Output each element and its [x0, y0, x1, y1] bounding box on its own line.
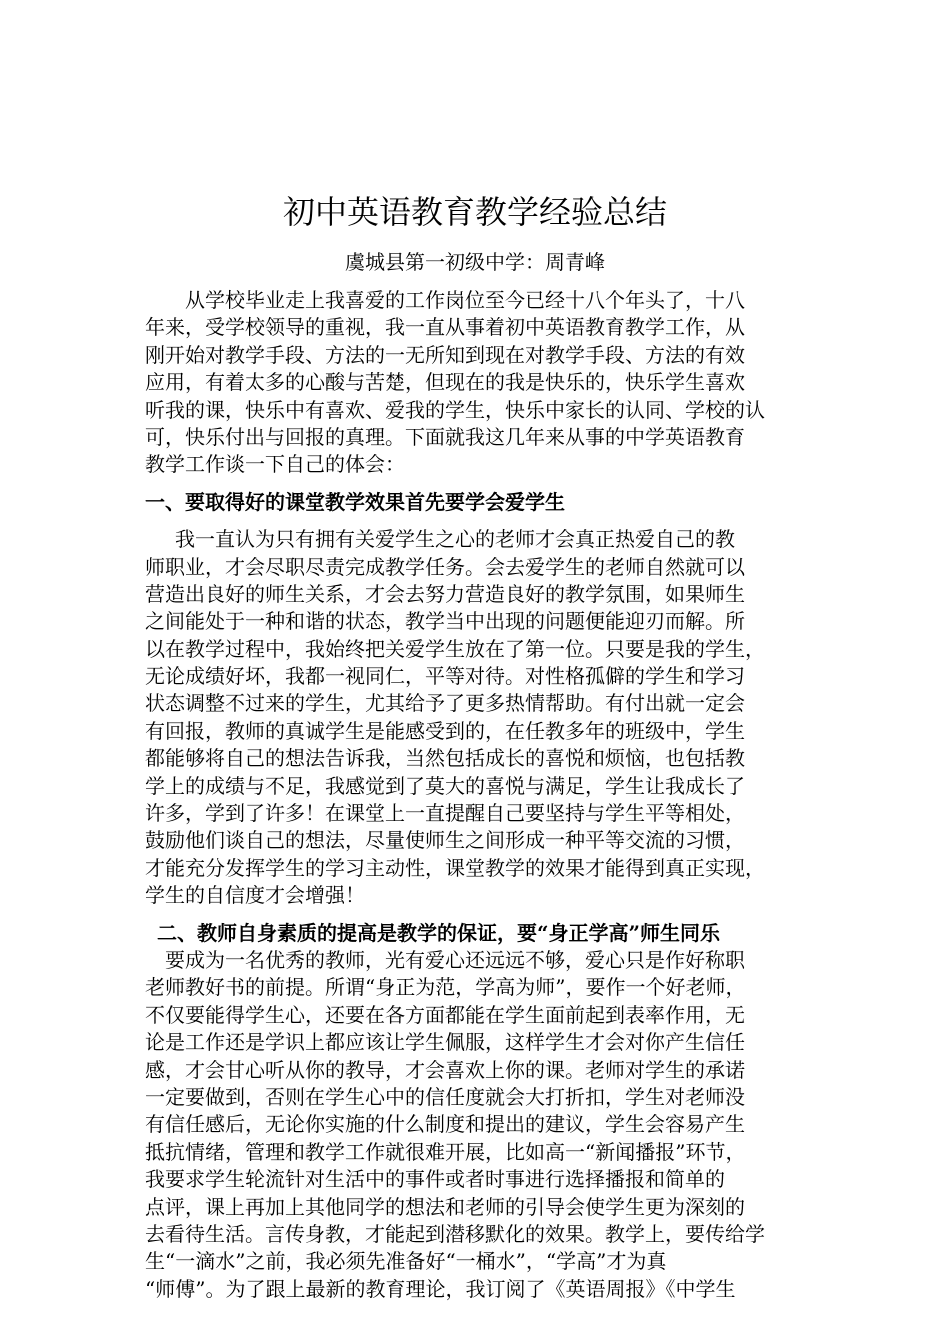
- paragraph-line: 许多，学到了许多！在课堂上一直提醒自己要坚持与学生平等相处，: [145, 801, 745, 826]
- paragraph-line: 刚开始对教学手段、方法的一无所知到现在对教学手段、方法的有效: [145, 342, 745, 367]
- paragraph-line: 可，快乐付出与回报的真理。下面就我这几年来从事的中学英语教育: [145, 424, 745, 449]
- paragraph-line: 有回报，教师的真诚学生是能感受到的，在任教多年的班级中，学生: [145, 718, 745, 743]
- paragraph-line: 论是工作还是学识上都应该让学生佩服，这样学生才会对你产生信任: [145, 1030, 745, 1055]
- paragraph-line: 以在教学过程中，我始终把关爱学生放在了第一位。只要是我的学生，: [145, 636, 765, 661]
- paragraph-line: 老师教好书的前提。所谓“身正为范，学高为师”，要作一个好老师，: [145, 975, 746, 1000]
- paragraph-line: 应用，有着太多的心酸与苦楚，但现在的我是快乐的，快乐学生喜欢: [145, 370, 745, 395]
- paragraph-line: 有信任感后，无论你实施的什么制度和提出的建议，学生会容易产生: [145, 1112, 745, 1137]
- paragraph-line: 无论成绩好坏，我都一视同仁，平等对待。对性格孤僻的学生和学习: [145, 664, 745, 689]
- paragraph-section-1: [145, 526, 817, 909]
- paragraph-line: 学上的成绩与不足，我感觉到了莫大的喜悦与满足，学生让我成长了: [145, 773, 745, 798]
- paragraph-line: 感，才会甘心听从你的教导，才会喜欢上你的课。老师对学生的承诺: [145, 1057, 745, 1082]
- paragraph-line: 都能够将自己的想法告诉我，当然包括成长的喜悦和烦恼，也包括教: [145, 746, 745, 771]
- paragraph-line: 要成为一名优秀的教师，光有爱心还远远不够，爱心只是作好称职: [165, 947, 745, 972]
- paragraph-line: 去看待生活。言传身教，才能起到潜移默化的效果。教学上，要传给学: [145, 1221, 765, 1246]
- paragraph-line: 我一直认为只有拥有关爱学生之心的老师才会真正热爱自己的教: [175, 527, 735, 552]
- paragraph-line: 点评，课上再加上其他同学的想法和老师的引导会使学生更为深刻的: [145, 1194, 745, 1219]
- paragraph-line: 年来，受学校领导的重视，我一直从事着初中英语教育教学工作，从: [145, 315, 745, 340]
- paragraph-section-2: [145, 947, 817, 1303]
- paragraph-line: 学生的自信度才会增强！: [145, 883, 365, 908]
- paragraph-line: 抵抗情绪，管理和教学工作就很难开展，比如高一“新闻播报”环节，: [145, 1139, 746, 1164]
- paragraph-line: 一定要做到，否则在学生心中的信任度就会大打折扣，学生对老师没: [145, 1084, 745, 1109]
- paragraph-line: 之间能处于一种和谐的状态，教学当中出现的问题便能迎刃而解。所: [145, 609, 745, 634]
- section-heading-1: 一、要取得好的课堂教学效果首先要学会爱学生: [145, 489, 565, 514]
- paragraph-line: 教学工作谈一下自己的体会：: [145, 452, 405, 477]
- paragraph-line: 听我的课，快乐中有喜欢、爱我的学生，快乐中家长的认同、学校的认: [145, 397, 765, 422]
- section-heading-2: 二、教师自身素质的提高是教学的保证，要“身正学高”师生同乐: [157, 920, 721, 945]
- document-body: [145, 287, 817, 1303]
- paragraph-intro: [145, 287, 817, 479]
- paragraph-line: 我要求学生轮流针对生活中的事件或者时事进行选择播报和简单的: [145, 1167, 725, 1192]
- paragraph-line: 生“一滴水”之前，我必须先准备好“一桶水”，“学高”才为真: [145, 1249, 667, 1274]
- paragraph-line: 状态调整不过来的学生，尤其给予了更多热情帮助。有付出就一定会: [145, 691, 745, 716]
- paragraph-line: 营造出良好的师生关系，才会去努力营造良好的教学氛围，如果师生: [145, 581, 745, 606]
- paragraph-line: 不仅要能得学生心，还要在各方面都能在学生面前起到表率作用，无: [145, 1002, 745, 1027]
- paragraph-line: 才能充分发挥学生的学习主动性，课堂教学的效果才能得到真正实现，: [145, 855, 765, 880]
- document-title: 初中英语教育教学经验总结: [282, 193, 667, 231]
- paragraph-line: 鼓励他们谈自己的想法，尽量使师生之间形成一种平等交流的习惯，: [145, 828, 745, 853]
- paragraph-line: “师傅”。为了跟上最新的教育理论，我订阅了《英语周报》《中学生: [145, 1276, 736, 1301]
- author-line: 虞城县第一初级中学：周青峰: [345, 250, 605, 274]
- paragraph-line: 从学校毕业走上我喜爱的工作岗位至今已经十八个年头了，十八: [185, 288, 745, 312]
- paragraph-line: 师职业，才会尽职尽责完成教学任务。会去爱学生的老师自然就可以: [145, 554, 745, 579]
